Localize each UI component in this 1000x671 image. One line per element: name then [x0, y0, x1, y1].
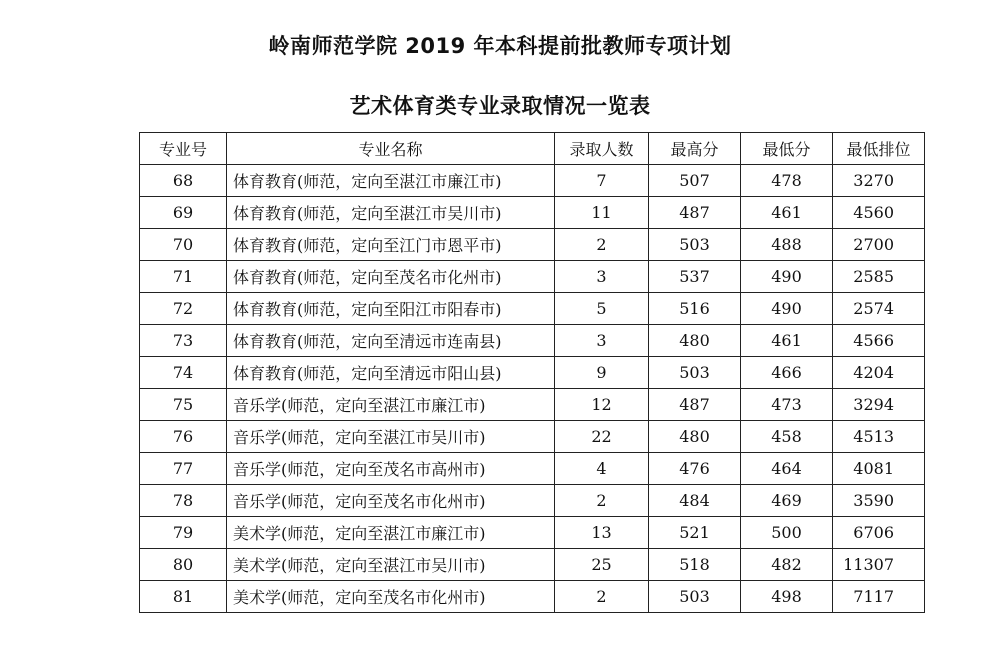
major-code-cell: 78 — [140, 485, 227, 517]
table-row — [140, 325, 925, 357]
major-name-cell: 美术学(师范，定向至湛江市廉江市) — [227, 517, 555, 549]
table-row — [140, 581, 925, 613]
highest-score-cell: 503 — [649, 229, 741, 261]
admitted-count-cell: 4 — [555, 453, 649, 485]
lowest-rank-cell: 2574 — [833, 293, 925, 325]
lowest-rank-cell: 4566 — [833, 325, 925, 357]
admitted-count-cell: 7 — [555, 165, 649, 197]
major-name-cell: 美术学(师范，定向至湛江市吴川市) — [227, 549, 555, 581]
admitted-count-cell: 13 — [555, 517, 649, 549]
lowest-score-cell: 461 — [741, 325, 833, 357]
major-code-cell: 74 — [140, 357, 227, 389]
major-code-cell: 76 — [140, 421, 227, 453]
major-name-cell: 体育教育(师范，定向至江门市恩平市) — [227, 229, 555, 261]
table-row — [140, 389, 925, 421]
highest-score-cell: 516 — [649, 293, 741, 325]
table-row — [140, 421, 925, 453]
major-name-cell: 音乐学(师范，定向至湛江市吴川市) — [227, 421, 555, 453]
major-name-cell: 体育教育(师范，定向至湛江市吴川市) — [227, 197, 555, 229]
major-name-cell: 体育教育(师范，定向至茂名市化州市) — [227, 261, 555, 293]
highest-score-cell: 503 — [649, 581, 741, 613]
table-row — [140, 229, 925, 261]
lowest-score-cell: 488 — [741, 229, 833, 261]
highest-score-cell: 484 — [649, 485, 741, 517]
major-code-cell: 77 — [140, 453, 227, 485]
header-lowest-score: 最低分 — [741, 133, 833, 165]
lowest-rank-cell: 7117 — [833, 581, 925, 613]
table-row — [140, 261, 925, 293]
lowest-score-cell: 469 — [741, 485, 833, 517]
major-code-cell: 75 — [140, 389, 227, 421]
highest-score-cell: 503 — [649, 357, 741, 389]
admitted-count-cell: 3 — [555, 261, 649, 293]
highest-score-cell: 507 — [649, 165, 741, 197]
header-admitted-count: 录取人数 — [555, 133, 649, 165]
admitted-count-cell: 3 — [555, 325, 649, 357]
lowest-rank-cell: 11307 — [833, 549, 925, 581]
lowest-score-cell: 500 — [741, 517, 833, 549]
table-row — [140, 293, 925, 325]
major-name-cell: 体育教育(师范，定向至清远市连南县) — [227, 325, 555, 357]
major-code-cell: 69 — [140, 197, 227, 229]
admitted-count-cell: 11 — [555, 197, 649, 229]
admitted-count-cell: 9 — [555, 357, 649, 389]
major-code-cell: 80 — [140, 549, 227, 581]
admitted-count-cell: 2 — [555, 485, 649, 517]
major-name-cell: 音乐学(师范，定向至湛江市廉江市) — [227, 389, 555, 421]
highest-score-cell: 480 — [649, 421, 741, 453]
admitted-count-cell: 5 — [555, 293, 649, 325]
highest-score-cell: 487 — [649, 197, 741, 229]
highest-score-cell: 518 — [649, 549, 741, 581]
admitted-count-cell: 12 — [555, 389, 649, 421]
major-code-cell: 73 — [140, 325, 227, 357]
header-major-name: 专业名称 — [227, 133, 555, 165]
lowest-score-cell: 490 — [741, 261, 833, 293]
highest-score-cell: 480 — [649, 325, 741, 357]
table-row — [140, 357, 925, 389]
lowest-rank-cell: 3294 — [833, 389, 925, 421]
major-code-cell: 71 — [140, 261, 227, 293]
document-subtitle: 艺术体育类专业录取情况一览表 — [349, 94, 651, 118]
major-code-cell: 81 — [140, 581, 227, 613]
admitted-count-cell: 2 — [555, 229, 649, 261]
lowest-rank-cell: 3270 — [833, 165, 925, 197]
table-row — [140, 453, 925, 485]
lowest-rank-cell: 3590 — [833, 485, 925, 517]
major-code-cell: 72 — [140, 293, 227, 325]
major-code-cell: 70 — [140, 229, 227, 261]
major-code-cell: 79 — [140, 517, 227, 549]
major-code-cell: 68 — [140, 165, 227, 197]
lowest-score-cell: 466 — [741, 357, 833, 389]
table-row — [140, 517, 925, 549]
table-row — [140, 165, 925, 197]
lowest-score-cell: 482 — [741, 549, 833, 581]
table-row — [140, 549, 925, 581]
lowest-score-cell: 473 — [741, 389, 833, 421]
major-name-cell: 体育教育(师范，定向至阳江市阳春市) — [227, 293, 555, 325]
major-name-cell: 体育教育(师范，定向至湛江市廉江市) — [227, 165, 555, 197]
lowest-score-cell: 461 — [741, 197, 833, 229]
lowest-score-cell: 498 — [741, 581, 833, 613]
header-major-code: 专业号 — [140, 133, 227, 165]
admitted-count-cell: 2 — [555, 581, 649, 613]
lowest-rank-cell: 4513 — [833, 421, 925, 453]
lowest-rank-cell: 4081 — [833, 453, 925, 485]
highest-score-cell: 487 — [649, 389, 741, 421]
lowest-score-cell: 458 — [741, 421, 833, 453]
lowest-rank-cell: 4560 — [833, 197, 925, 229]
highest-score-cell: 476 — [649, 453, 741, 485]
major-name-cell: 音乐学(师范，定向至茂名市高州市) — [227, 453, 555, 485]
table-row — [140, 485, 925, 517]
lowest-rank-cell: 6706 — [833, 517, 925, 549]
admitted-count-cell: 22 — [555, 421, 649, 453]
highest-score-cell: 521 — [649, 517, 741, 549]
highest-score-cell: 537 — [649, 261, 741, 293]
header-highest-score: 最高分 — [649, 133, 741, 165]
table-header-row — [140, 133, 925, 165]
lowest-rank-cell: 4204 — [833, 357, 925, 389]
lowest-rank-cell: 2700 — [833, 229, 925, 261]
major-name-cell: 体育教育(师范，定向至清远市阳山县) — [227, 357, 555, 389]
admitted-count-cell: 25 — [555, 549, 649, 581]
header-lowest-rank: 最低排位 — [833, 133, 925, 165]
lowest-score-cell: 464 — [741, 453, 833, 485]
lowest-score-cell: 490 — [741, 293, 833, 325]
admission-table — [139, 132, 925, 613]
lowest-score-cell: 478 — [741, 165, 833, 197]
major-name-cell: 美术学(师范，定向至茂名市化州市) — [227, 581, 555, 613]
table-row — [140, 197, 925, 229]
lowest-rank-cell: 2585 — [833, 261, 925, 293]
major-name-cell: 音乐学(师范，定向至茂名市化州市) — [227, 485, 555, 517]
document-title: 岭南师范学院 2019 年本科提前批教师专项计划 — [268, 34, 732, 58]
